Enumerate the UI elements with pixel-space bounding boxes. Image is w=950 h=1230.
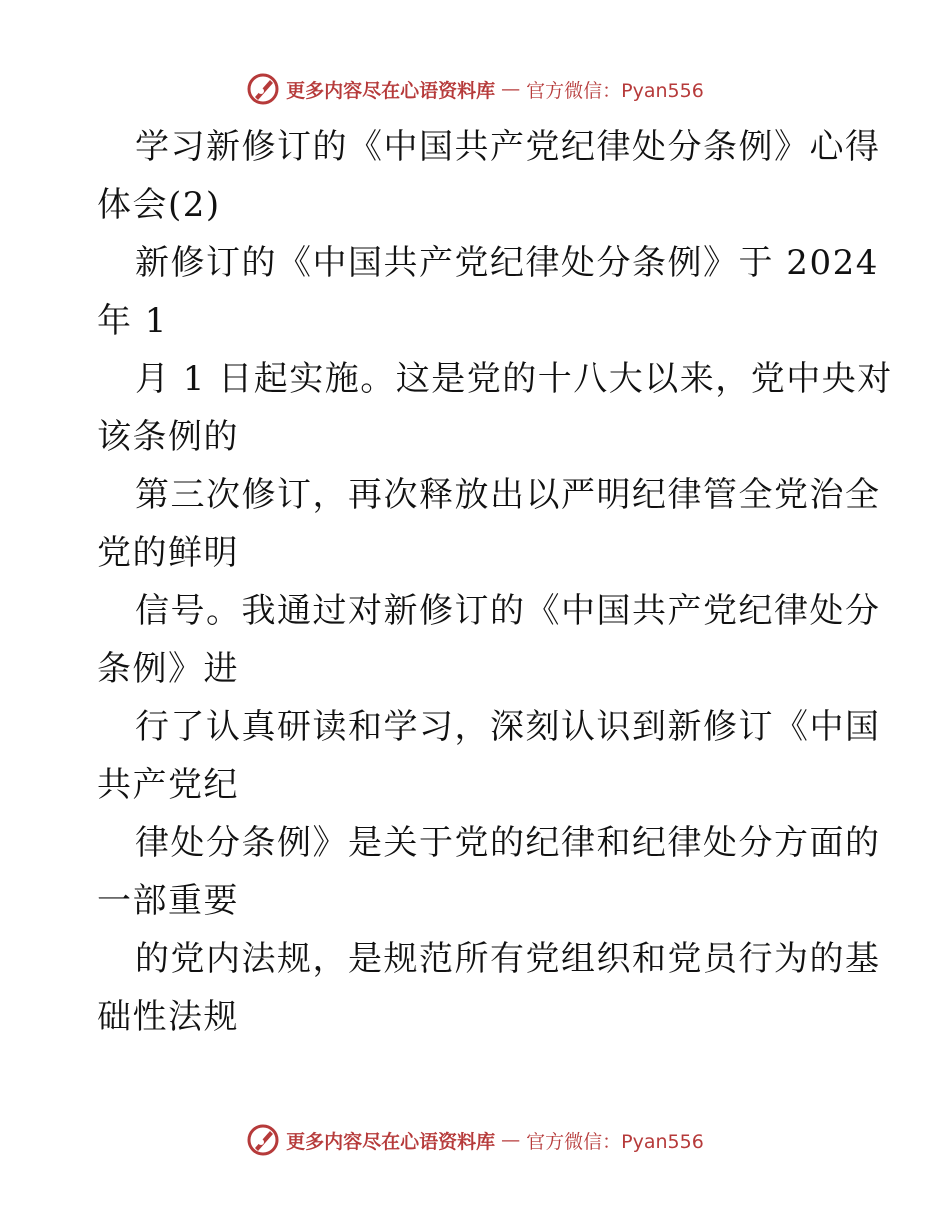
paragraph-line <box>97 582 881 698</box>
line-continuation: 党的鲜明 <box>97 533 239 573</box>
paragraph-line <box>97 814 881 930</box>
line-first: 月 1 日起实施。这是党的十八大以来，党中央对 <box>135 359 893 399</box>
document-body <box>97 118 893 1046</box>
pen-logo-icon <box>246 72 280 106</box>
line-continuation: 体会(2) <box>97 185 221 225</box>
line-first: 信号。我通过对新修订的《中国共产党纪律处分 <box>135 591 881 631</box>
line-continuation: 条例》进 <box>97 649 239 689</box>
paragraph-line <box>97 350 893 466</box>
line-first: 的党内法规，是规范所有党组织和党员行为的基 <box>135 939 881 979</box>
line-continuation: 共产党纪 <box>97 765 239 805</box>
banner-wechat-text: 官方微信：Pyan556 <box>526 1130 704 1153</box>
banner-dash: — <box>501 1129 521 1151</box>
pen-logo-icon <box>246 1123 280 1157</box>
header-watermark-banner <box>0 72 950 106</box>
line-first: 新修订的《中国共产党纪律处分条例》于 2024 <box>135 243 879 283</box>
line-continuation: 一部重要 <box>97 881 239 921</box>
line-first: 行了认真研读和学习，深刻认识到新修订《中国 <box>135 707 881 747</box>
paragraph-line <box>97 466 881 582</box>
paragraph-line <box>97 118 881 234</box>
paragraph-line <box>97 930 881 1046</box>
banner-site-text: 更多内容尽在心语资料库 <box>286 79 496 102</box>
paragraph-line <box>97 698 881 814</box>
line-first: 律处分条例》是关于党的纪律和纪律处分方面的 <box>135 823 881 863</box>
banner-wechat-text: 官方微信：Pyan556 <box>526 79 704 102</box>
banner-site-text: 更多内容尽在心语资料库 <box>286 1130 496 1153</box>
line-continuation: 础性法规 <box>97 997 239 1037</box>
line-continuation: 年 1 <box>97 301 168 341</box>
paragraph-line <box>97 234 879 350</box>
line-first: 第三次修订，再次释放出以严明纪律管全党治全 <box>135 475 881 515</box>
banner-dash: — <box>501 78 521 100</box>
footer-watermark-banner <box>0 1123 950 1157</box>
line-continuation: 该条例的 <box>97 417 239 457</box>
line-first: 学习新修订的《中国共产党纪律处分条例》心得 <box>135 127 881 167</box>
